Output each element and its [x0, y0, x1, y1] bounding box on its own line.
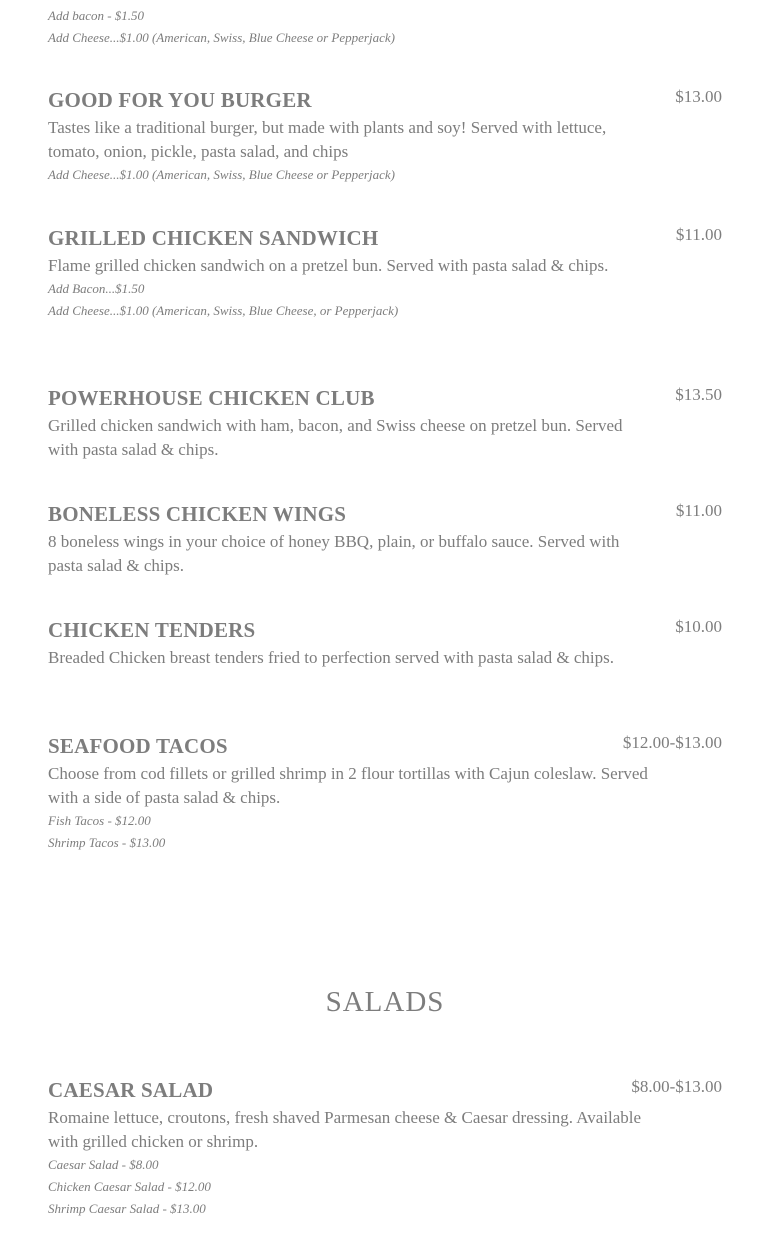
item-name: BONELESS CHICKEN WINGS — [48, 502, 347, 526]
item-description: Choose from cod fillets or grilled shrimp in 2 flour tortillas with Cajun coleslaw. Served with a side of pasta salad & chips. — [48, 764, 648, 807]
item-description: Tastes like a traditional burger, but made with plants and soy! Served with lettuce, tomato, onion, pickle, pasta salad, and chips — [48, 118, 607, 161]
item-description: Flame grilled chicken sandwich on a pretzel bun. Served with pasta salad & chips. — [48, 256, 609, 275]
item-name: CHICKEN TENDERS — [48, 618, 256, 642]
menu-item-grilled-chicken-sandwich — [48, 226, 722, 322]
menu-item-boneless-chicken-wings — [48, 502, 722, 578]
item-price: $12.00-$13.00 — [622, 733, 722, 752]
menu-item-chicken-tenders — [48, 618, 722, 670]
item-name: GOOD FOR YOU BURGER — [48, 88, 312, 112]
item-name: CAESAR SALAD — [48, 1078, 214, 1102]
item-price: $8.00-$13.00 — [631, 1077, 722, 1096]
addon-line: Add Cheese...$1.00 (American, Swiss, Blue Cheese or Pepperjack) — [48, 167, 395, 182]
menu-item-seafood-tacos — [48, 734, 722, 854]
item-name: SEAFOOD TACOS — [48, 734, 228, 758]
previous-item-addons — [48, 5, 395, 49]
item-addons — [48, 1154, 722, 1220]
menu-item-caesar-salad — [48, 1078, 722, 1220]
item-price: $11.00 — [675, 501, 722, 520]
item-price: $10.00 — [675, 617, 722, 636]
addon-line: Fish Tacos - $12.00 — [48, 813, 151, 828]
section-title-salads: SALADS — [325, 986, 445, 1018]
addon-line: Shrimp Tacos - $13.00 — [48, 835, 166, 850]
item-price: $11.00 — [675, 225, 722, 244]
menu-item-powerhouse-chicken-club — [48, 386, 722, 462]
item-price: $13.50 — [675, 385, 722, 404]
addon-line: Add Bacon...$1.50 — [48, 281, 145, 296]
addon-line: Chicken Caesar Salad - $12.00 — [48, 1179, 211, 1194]
item-description: 8 boneless wings in your choice of honey BBQ, plain, or buffalo sauce. Served with pasta salad & chips. — [48, 532, 620, 575]
addon-line: Add Cheese...$1.00 (American, Swiss, Blue Cheese or Pepperjack) — [48, 30, 395, 45]
menu-item-good-for-you-burger — [48, 88, 722, 186]
item-price: $13.00 — [675, 87, 722, 106]
addon-line: Shrimp Caesar Salad - $13.00 — [48, 1201, 206, 1216]
item-addons — [48, 810, 722, 854]
item-addons — [48, 164, 722, 186]
item-description: Grilled chicken sandwich with ham, bacon, and Swiss cheese on pretzel bun. Served with pasta salad & chips. — [48, 416, 623, 459]
item-name: POWERHOUSE CHICKEN CLUB — [48, 386, 375, 410]
addon-line: Add Cheese...$1.00 (American, Swiss, Blue Cheese, or Pepperjack) — [48, 303, 399, 318]
item-description: Romaine lettuce, croutons, fresh shaved Parmesan cheese & Caesar dressing. Available with grilled chicken or shrimp. — [48, 1108, 642, 1151]
item-addons — [48, 278, 722, 322]
item-name: GRILLED CHICKEN SANDWICH — [48, 226, 379, 250]
addon-line: Caesar Salad - $8.00 — [48, 1157, 159, 1172]
item-description: Breaded Chicken breast tenders fried to perfection served with pasta salad & chips. — [48, 648, 614, 667]
addon-line: Add bacon - $1.50 — [48, 8, 145, 23]
